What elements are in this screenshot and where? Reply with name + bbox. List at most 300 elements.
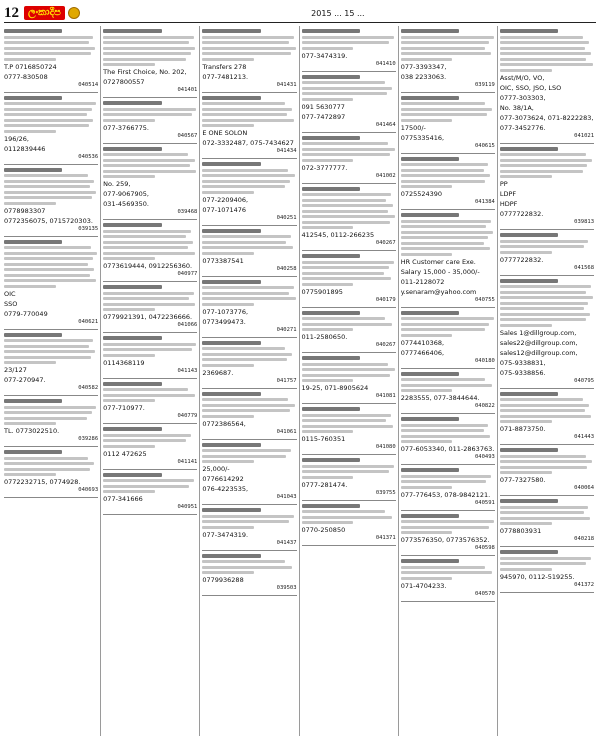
ad-heading-line [103, 285, 161, 289]
ad-text-line [302, 470, 390, 473]
ad-text-line [500, 511, 584, 514]
ad-latin-text: 0777466406, [400, 348, 445, 357]
ad-text-line [103, 439, 186, 442]
classified-ad [202, 226, 296, 277]
ad-text-line [103, 241, 192, 244]
classified-ad [103, 424, 197, 470]
ad-heading-line [4, 450, 62, 454]
classified-ad [401, 465, 495, 511]
ad-text-line [4, 41, 89, 44]
ad-latin-text: 0775901895 [301, 287, 343, 296]
classified-ad [4, 237, 98, 330]
ad-code: 040977 [177, 271, 198, 277]
ad-text-line [103, 119, 155, 122]
ad-text-line [500, 63, 593, 66]
ad-text-line [103, 164, 190, 167]
ad-text-line [202, 455, 286, 458]
ad-text-lines [4, 239, 98, 288]
ad-latin-text: OIC [4, 289, 16, 298]
ad-text-line [401, 526, 490, 529]
ad-text-line [500, 471, 552, 474]
ad-text-line [4, 58, 56, 61]
classified-ad [103, 26, 197, 98]
ad-code: 041141 [177, 458, 198, 465]
ad-text-lines [103, 284, 197, 311]
ad-code: 041757 [276, 377, 297, 384]
ad-text-lines [103, 472, 197, 494]
ad-code: 040621 [78, 318, 99, 325]
ad-text-line [103, 354, 155, 357]
ad-text-line [500, 153, 586, 156]
ad-latin-text: 072-3332487, 075-7434627 [202, 139, 294, 147]
ad-text-line [401, 247, 490, 250]
ad-heading-line [500, 279, 558, 283]
ad-latin-text: 071-8873750. [499, 425, 546, 433]
ad-latin-text: 0778803931 [499, 527, 542, 535]
ad-text-line [500, 159, 592, 162]
ad-text-line [103, 394, 194, 397]
ad-text-line [4, 36, 93, 39]
ad-text-line [500, 466, 588, 469]
ad-text-line [4, 468, 90, 471]
ad-text-line [202, 36, 293, 39]
ad-text-line [401, 236, 489, 239]
ad-latin-text: sales22@dillgroup.com, [499, 338, 578, 347]
ad-text-line [103, 348, 192, 351]
ad-latin-text: 2369687. [202, 368, 234, 377]
ad-text-lines [103, 28, 197, 66]
ad-latin-text: 0770-250850 [301, 526, 346, 534]
ad-text-line [401, 440, 453, 443]
ad-column [299, 26, 398, 736]
ad-heading-line [103, 29, 161, 33]
ad-text-line [4, 345, 89, 348]
ad-text-line [202, 174, 294, 177]
ad-latin-text: Salary 15,000 - 35,000/- [400, 267, 480, 276]
ad-latin-text: 0114368119 [103, 358, 145, 367]
ad-text-lines [401, 212, 495, 256]
classified-ad [500, 26, 594, 144]
classified-ad [302, 184, 396, 252]
ad-text-lines [302, 28, 396, 50]
ad-text-line [302, 98, 354, 101]
ad-text-line [4, 417, 87, 420]
classified-ad [500, 389, 594, 446]
ad-code: 039813 [574, 219, 595, 225]
ad-text-line [401, 242, 484, 245]
ad-code: 040271 [276, 326, 297, 333]
ad-text-line [103, 175, 155, 178]
ad-text-line [202, 353, 291, 356]
ad-text-line [401, 231, 493, 234]
ad-latin-text: 077-710977. [103, 404, 145, 412]
ad-text-line [302, 317, 386, 320]
ad-text-line [302, 226, 354, 229]
ad-text-line [4, 361, 56, 364]
ad-code: 041437 [276, 539, 297, 546]
classified-ad [103, 470, 197, 516]
ad-heading-line [302, 504, 360, 508]
ad-text-line [103, 308, 155, 311]
ad-text-line [202, 415, 254, 418]
classified-ad [4, 93, 98, 165]
ad-text-line [103, 170, 196, 173]
classified-ad [302, 72, 396, 133]
ad-text-line [103, 108, 196, 111]
classified-ad [103, 282, 197, 333]
classified-ad [4, 396, 98, 447]
ad-text-line [103, 490, 155, 493]
ad-heading-line [401, 157, 459, 161]
ad-text-line [500, 291, 587, 294]
ad-code: 040180 [474, 357, 495, 364]
ad-code: 040822 [474, 403, 495, 409]
ad-text-line [401, 378, 486, 381]
ad-latin-text: 011-2580650. [301, 333, 348, 341]
ad-text-line [202, 185, 285, 188]
ad-text-lines [500, 498, 594, 525]
ad-code: 040598 [474, 545, 495, 551]
ad-text-line [500, 36, 583, 39]
ad-code: 041410 [375, 60, 396, 67]
ad-latin-text: 19-25, 071-8905624 [301, 384, 369, 392]
ad-text-lines [500, 278, 594, 327]
ad-latin-text: 075-9338856. [499, 368, 546, 377]
ad-text-line [202, 235, 291, 238]
ad-column [199, 26, 298, 736]
ad-code: 041066 [177, 322, 198, 328]
classified-ad [202, 389, 296, 440]
ad-heading-line [103, 473, 161, 477]
ad-text-lines [500, 549, 594, 571]
ad-latin-text: 077-341666 [103, 495, 143, 503]
ad-text-line [500, 245, 584, 248]
ad-heading-line [500, 233, 558, 237]
ad-text-line [500, 557, 591, 560]
ad-latin-text: 0776614292 [202, 475, 244, 483]
ad-heading-line [401, 559, 459, 563]
ad-text-line [202, 191, 254, 194]
ad-latin-text: HR Customer care Exe. [400, 257, 476, 266]
ad-text-line [4, 356, 91, 359]
ad-code: 041043 [276, 494, 297, 500]
ad-text-line [302, 36, 394, 39]
ad-column [100, 26, 199, 736]
ad-text-lines [4, 449, 98, 476]
ad-text-lines [500, 232, 594, 254]
ad-latin-text: 2283555, 077-3844644. [400, 394, 480, 402]
ad-text-line [500, 170, 583, 173]
ad-text-line [401, 389, 453, 392]
ad-text-line [401, 566, 486, 569]
ad-text-line [202, 41, 289, 44]
classified-ad [500, 445, 594, 496]
ad-heading-line [103, 382, 161, 386]
ad-latin-text: The First Choice, No. 202, [103, 68, 187, 76]
ad-text-line [4, 274, 90, 277]
ad-text-line [4, 108, 92, 111]
masthead [4, 4, 596, 23]
classified-ad [302, 501, 396, 547]
ad-text-line [4, 124, 89, 127]
ad-text-line [302, 204, 393, 207]
ad-latin-text: SSO [4, 299, 18, 308]
ad-code: 040536 [78, 153, 99, 160]
ad-latin-text: OIC, SSO, JSO, LSO [499, 83, 562, 92]
ad-text-line [202, 52, 291, 55]
ad-latin-text: 23/127 [4, 366, 27, 374]
classified-ad [401, 414, 495, 465]
date-line: 2015 ... 15 ... [311, 8, 365, 18]
ad-text-line [302, 414, 391, 417]
classified-ad [103, 333, 197, 379]
ad-heading-line [500, 499, 558, 503]
ad-latin-text: 0775335416, [400, 133, 445, 142]
ad-latin-text: 077-776453, 078-9842121. [400, 490, 491, 499]
ad-text-lines [103, 381, 197, 403]
ad-text-lines [401, 156, 495, 189]
ad-text-line [302, 419, 387, 422]
ad-heading-line [401, 29, 459, 33]
ad-text-line [500, 69, 552, 72]
ad-text-line [401, 113, 488, 116]
classified-ad [302, 251, 396, 308]
ad-text-lines [103, 146, 197, 179]
ad-text-line [103, 252, 194, 255]
ad-text-line [4, 350, 95, 353]
ad-heading-line [401, 213, 459, 217]
ad-text-line [4, 279, 96, 282]
ad-code: 040795 [574, 377, 595, 384]
ad-code: 041371 [375, 535, 396, 541]
ad-text-line [4, 196, 92, 199]
logo-seal-icon [68, 7, 80, 19]
ad-text-line [401, 424, 489, 427]
ad-text-lines [202, 161, 296, 194]
ad-text-line [302, 199, 387, 202]
ad-text-line [103, 485, 189, 488]
ad-code: 040567 [177, 132, 198, 139]
ad-text-lines [103, 222, 197, 260]
ad-text-lines [401, 513, 495, 535]
ad-latin-text: Asst/M/O, VO, [499, 73, 545, 82]
ad-text-lines [500, 28, 594, 72]
ad-code: 041143 [177, 367, 198, 374]
ad-text-line [500, 251, 552, 254]
ad-text-lines [302, 74, 396, 101]
ad-code: 039119 [474, 81, 495, 88]
classified-ad [401, 369, 495, 415]
ad-code: 040755 [474, 296, 495, 303]
ad-text-line [500, 240, 589, 243]
ad-code: 040591 [474, 499, 495, 506]
ad-code: 041081 [375, 393, 396, 399]
ad-text-line [302, 87, 392, 90]
ad-code: 040582 [78, 385, 99, 391]
classified-ad [302, 353, 396, 404]
ad-text-line [4, 52, 91, 55]
ad-text-lines [4, 95, 98, 133]
ad-text-line [103, 257, 155, 260]
classified-ad [302, 455, 396, 501]
ad-latin-text: 075-9338831, [499, 358, 546, 367]
ad-code: 039468 [177, 209, 198, 215]
ad-text-line [202, 347, 285, 350]
classified-ad [302, 26, 396, 72]
ad-text-line [302, 148, 395, 151]
ad-text-line [202, 119, 293, 122]
ad-text-lines [302, 253, 396, 286]
ad-text-lines [103, 100, 197, 122]
page-number: 12 [4, 5, 19, 21]
ad-heading-line [401, 372, 459, 376]
ad-latin-text: 0779-770049 [4, 309, 48, 318]
ad-code: 040179 [375, 296, 396, 303]
ad-text-line [4, 285, 56, 288]
ad-text-line [401, 520, 494, 523]
ad-text-line [103, 159, 194, 162]
ad-latin-text: TL. 0773022510. [4, 427, 60, 435]
ad-text-line [103, 41, 189, 44]
ad-text-lines [500, 447, 594, 474]
ad-latin-text: LDPF [499, 190, 517, 198]
ad-latin-text: 17500/- [400, 123, 426, 132]
classified-columns [4, 26, 596, 736]
ad-text-line [500, 41, 589, 44]
ad-text-line [202, 169, 288, 172]
ad-text-line [202, 358, 287, 361]
ad-text-lines [202, 442, 296, 464]
ad-text-line [302, 221, 391, 224]
ad-latin-text: 25,000/- [202, 465, 230, 473]
ad-text-line [103, 113, 192, 116]
ad-code: 039755 [375, 489, 396, 496]
ad-latin-text: 077-3474319. [202, 530, 249, 539]
ad-latin-text: 077-1071476 [202, 205, 247, 214]
ad-text-line [500, 324, 552, 327]
ad-heading-line [302, 407, 360, 411]
ad-text-line [302, 47, 354, 50]
ad-latin-text: 945970, 0112-519255. [499, 572, 575, 581]
ad-text-line [302, 92, 388, 95]
ad-latin-text: 077-7472897 [301, 112, 346, 121]
ad-text-line [401, 435, 490, 438]
ad-text-line [302, 159, 354, 162]
ad-latin-text: 077-3474319. [301, 51, 348, 60]
classified-ad [401, 154, 495, 211]
ad-text-line [302, 521, 354, 524]
ad-text-line [202, 303, 254, 306]
ad-text-line [4, 191, 96, 194]
ad-heading-line [202, 392, 260, 396]
ad-text-line [302, 41, 390, 44]
ad-text-line [4, 257, 93, 260]
ad-latin-text: E ONE SOLON [202, 129, 248, 137]
ad-text-line [302, 283, 354, 286]
ad-text-line [401, 119, 453, 122]
ad-text-lines [4, 28, 98, 61]
ad-text-line [500, 568, 552, 571]
classified-ad [202, 93, 296, 160]
classified-ad [202, 440, 296, 506]
ad-latin-text: 031-4569350. [103, 200, 149, 208]
classified-ad [302, 308, 396, 354]
ad-text-line [302, 476, 354, 479]
ad-heading-line [401, 311, 459, 315]
ad-heading-line [202, 341, 260, 345]
ad-latin-text: 0777722832. [499, 210, 544, 218]
ad-text-line [401, 577, 453, 580]
ad-text-line [302, 363, 389, 366]
ad-code: 040693 [78, 487, 99, 493]
ad-text-line [500, 506, 589, 509]
newspaper-logo: ලංකාදීප [24, 6, 65, 20]
ad-text-line [500, 517, 590, 520]
ad-latin-text: 412545, 0112-266235 [301, 231, 375, 239]
ad-code: 041443 [574, 434, 595, 440]
ad-heading-line [401, 417, 459, 421]
ad-text-line [302, 266, 390, 269]
classified-ad [202, 26, 296, 93]
ad-text-line [103, 292, 193, 295]
ad-text-line [401, 180, 486, 183]
ad-text-line [4, 339, 93, 342]
ad-heading-line [202, 554, 260, 558]
ad-text-lines [202, 507, 296, 529]
ad-text-lines [401, 467, 495, 489]
classified-ad [302, 404, 396, 455]
ad-text-line [202, 102, 285, 105]
ad-latin-text: HDPF [499, 200, 518, 208]
ad-text-line [4, 174, 88, 177]
ad-code: 041021 [574, 132, 595, 139]
ad-text-line [202, 404, 294, 407]
ad-heading-line [4, 333, 62, 337]
ad-code: 040258 [276, 265, 297, 272]
ad-text-line [202, 241, 286, 244]
ad-heading-line [103, 336, 161, 340]
ad-text-line [401, 41, 490, 44]
ad-text-line [500, 58, 587, 61]
ad-heading-line [4, 96, 62, 100]
ad-text-line [202, 108, 291, 111]
classified-ad [401, 210, 495, 308]
classified-ad [4, 165, 98, 237]
ad-code: 040615 [474, 142, 495, 149]
ad-latin-text: 076-4223535, [202, 485, 249, 493]
ad-text-line [500, 562, 587, 565]
ad-latin-text: 072-3777777. [301, 163, 348, 172]
ad-code: 040218 [574, 536, 595, 542]
ad-text-line [302, 193, 391, 196]
ad-text-line [401, 52, 491, 55]
ad-text-line [202, 252, 254, 255]
ad-text-lines [401, 371, 495, 393]
ad-text-lines [4, 167, 98, 205]
ad-text-line [302, 261, 394, 264]
ad-text-line [4, 263, 88, 266]
ad-latin-text: 0772356075, 0715720303. [4, 216, 93, 225]
ad-text-line [401, 163, 489, 166]
ad-text-line [302, 323, 392, 326]
ad-text-line [302, 425, 393, 428]
ad-code: 041080 [375, 444, 396, 450]
ad-text-line [4, 47, 95, 50]
ad-text-lines [202, 391, 296, 418]
ad-latin-text: 077-2209406, [202, 195, 249, 204]
ad-text-line [4, 202, 56, 205]
ad-text-line [401, 328, 485, 331]
